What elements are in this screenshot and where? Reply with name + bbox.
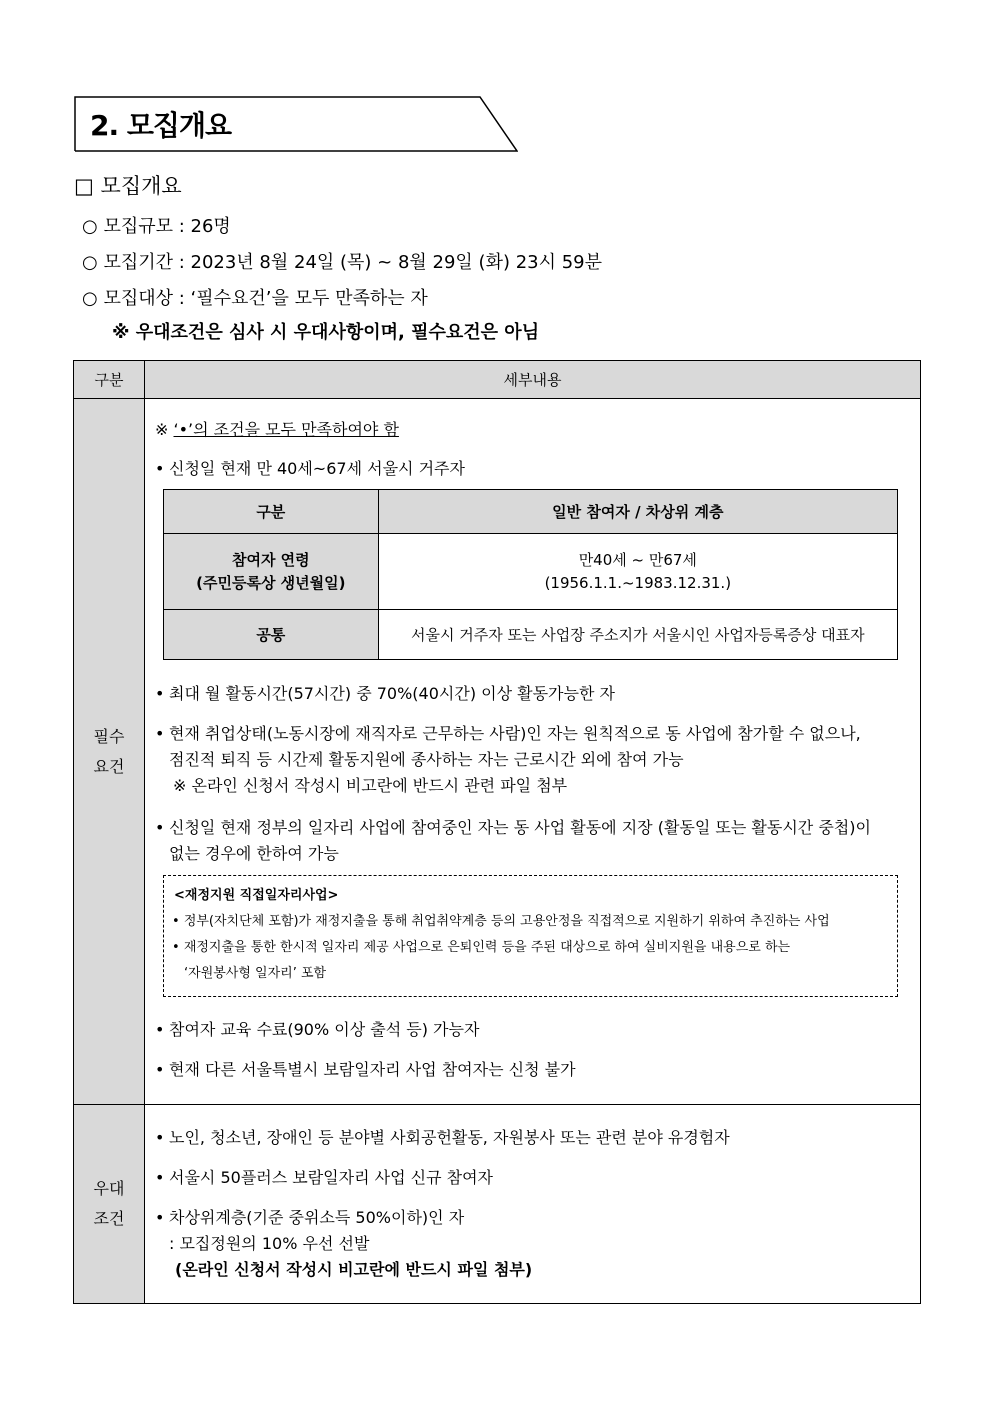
bullet-icon: • [155,1128,165,1147]
preferred-details [145,1105,921,1304]
box-line: ‘자원봉사형 일자리’ 포함 [184,966,327,981]
checkbox-square-icon: □ [74,174,94,198]
list-item: • 최대 월 활동시간(57시간) 중 70%(40시간) 이상 활동가능한 자 [155,681,908,707]
overview-item [82,284,428,310]
overview-text: 모집규모 : 26명 [103,216,231,237]
common-value: 서울시 거주자 또는 사업장 주소지가 서울시인 사업자등록증상 대표자 [378,610,897,660]
page-title: 2. 모집개요 [90,109,232,142]
section-header [74,96,518,152]
overview-text: 모집기간 : 2023년 8월 24일 (목) ~ 8월 29일 (화) 23시 59분 [103,252,603,273]
circle-bullet-icon: ○ [82,252,98,273]
required-note-underlined: ‘•’의 조건을 모두 만족하여야 함 [173,420,399,439]
list-item: • 참여자 교육 수료(90% 이상 출석 등) 가능자 [155,1017,908,1043]
circle-bullet-icon: ○ [82,216,98,237]
list-item: • 현재 취업상태(노동시장에 재직자로 근무하는 사람)인 자는 원칙적으로 동 사업에 참가할 수 없으나, 점진적 퇴직 등 시간제 활동지원에 종사하는 자는 근로시간 외에 참여 가능 ※ 온라인 신청서 작성시 비고란에 반드시 관련 파일 첨부 [155,721,908,799]
bullet-icon: • [155,1168,165,1187]
bullet-icon: • [155,818,165,837]
box-line: • 정부(자치단체 포함)가 재정지출을 통해 취업취약계층 등의 고용안정을 직접적으로 지원하기 위하여 추진하는 사업 [172,914,830,929]
direct-job-program-box [163,875,898,997]
list-item: • 현재 다른 서울특별시 보람일자리 사업 참여자는 신청 불가 [155,1057,908,1083]
overview-item [82,248,602,274]
bullet-icon: • [155,724,165,743]
bullet-icon: • [172,940,180,955]
overview-text: 모집대상 : ‘필수요건’을 모두 만족하는 자 [103,288,428,309]
header-details: 세부내용 [145,361,921,399]
bullet-icon: • [155,1060,165,1079]
overview-item [82,212,231,238]
list-item: • 서울시 50플러스 보람일자리 사업 신규 참여자 [155,1165,908,1191]
age-label: 참여자 연령 (주민등록상 생년월일) [164,534,379,610]
box-title: <재정지원 직접일자리사업> [174,888,339,903]
list-item: • 신청일 현재 정부의 일자리 사업에 참여중인 자는 동 사업 활동에 지장 (활동일 또는 활동시간 중첩)이 없는 경우에 한하여 가능 [155,815,908,867]
requirements-table [73,360,921,1304]
section-title-text: 모집개요 [100,174,182,198]
required-details [145,399,921,1105]
bullet-icon: • [155,459,165,478]
required-label: 필수 요건 [74,399,145,1105]
section-title [74,170,182,200]
age-value: 만40세 ~ 만67세 (1956.1.1.~1983.12.31.) [378,534,897,610]
preferred-label: 우대 조건 [74,1105,145,1304]
required-note: ※ ‘•’의 조건을 모두 만족하여야 함 [155,420,399,439]
bullet-icon: • [155,1020,165,1039]
list-item: • 차상위계층(기준 중위소득 50%이하)인 자 : 모집정원의 10% 우선 선발 (온라인 신청서 작성시 비고란에 반드시 파일 첨부) [155,1205,908,1283]
inner-header-target: 일반 참여자 / 차상위 계층 [378,490,897,534]
inner-header-category: 구분 [164,490,379,534]
box-line: • 재정지출을 통한 한시적 일자리 제공 사업으로 은퇴인력 등을 주된 대상으로 하여 실비지원을 내용으로 하는 [172,940,791,955]
circle-bullet-icon: ○ [82,288,98,309]
preference-note: ※ 우대조건은 심사 시 우대사항이며, 필수요건은 아님 [112,322,540,343]
age-criteria-table [163,489,898,660]
list-item: • 신청일 현재 만 40세~67세 서울시 거주자 [155,456,908,482]
header-category: 구분 [74,361,145,399]
bullet-icon: • [155,1208,165,1227]
list-item: • 노인, 청소년, 장애인 등 분야별 사회공헌활동, 자원봉사 또는 관련 분야 유경험자 [155,1125,908,1151]
bullet-icon: • [155,684,165,703]
common-label: 공통 [164,610,379,660]
bullet-icon: • [172,914,180,929]
